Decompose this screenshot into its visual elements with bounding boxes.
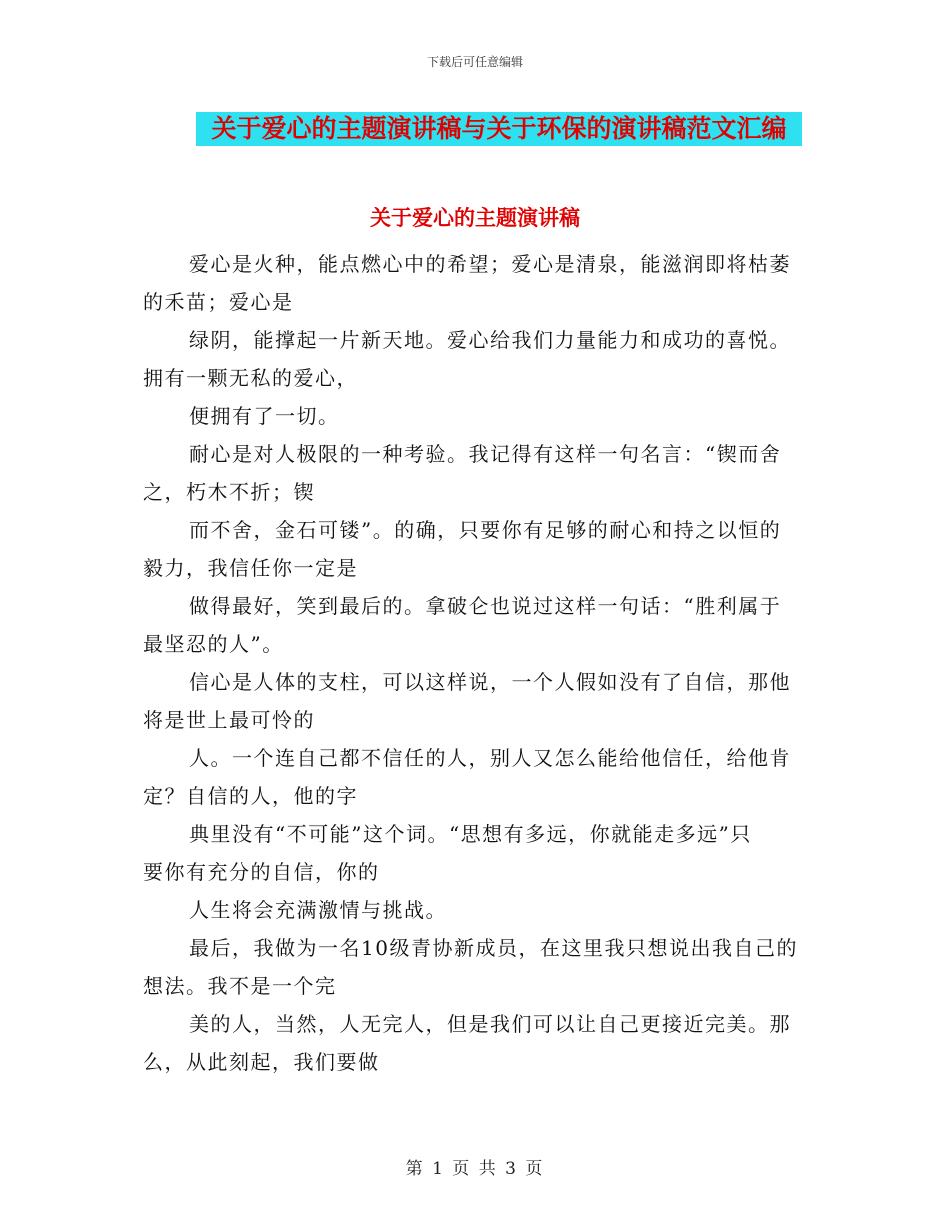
paragraph-line: 便拥有了一切。 — [189, 404, 340, 428]
paragraph-line: 做得最好，笑到最后的。拿破仑也说过这样一句话：“胜利属于 — [189, 594, 782, 618]
paragraph-line: 的禾苗；爱心是 — [143, 290, 294, 314]
paragraph-line: 绿阴，能撑起一片新天地。爱心给我们力量能力和成功的喜悦。 — [189, 328, 791, 352]
paragraph-line: 信心是人体的支柱，可以这样说，一个人假如没有了自信，那他 — [189, 670, 791, 694]
document-title: 关于爱心的主题演讲稿与关于环保的演讲稿范文汇编 — [196, 112, 802, 146]
paragraph-line: 最坚忍的人”。 — [143, 632, 284, 656]
document-body — [143, 245, 808, 1081]
page-footer: 第 1 页 共 3 页 — [405, 1159, 545, 1179]
paragraph-line: 最后，我做为一名10级青协新成员，在这里我只想说出我自己的 — [189, 936, 798, 960]
paragraph-line: 美的人，当然，人无完人，但是我们可以让自己更接近完美。那 — [189, 1012, 791, 1036]
section-title: 关于爱心的主题演讲稿 — [370, 206, 580, 230]
paragraph-line: 爱心是火种，能点燃心中的希望；爱心是清泉，能滋润即将枯萎 — [189, 252, 791, 276]
paragraph-line: 人生将会充满激情与挑战。 — [189, 898, 447, 922]
paragraph-line: 典里没有“不可能”这个词。“思想有多远，你就能走多远”只 — [189, 822, 752, 846]
paragraph-line: 毅力，我信任你一定是 — [143, 556, 358, 580]
paragraph-line: 而不舍，金石可镂”。的确，只要你有足够的耐心和持之以恒的 — [189, 518, 782, 542]
paragraph-line: 耐心是对人极限的一种考验。我记得有这样一句名言：“锲而舍 — [189, 442, 782, 466]
paragraph-line: 想法。我不是一个完 — [143, 974, 337, 998]
paragraph-line: 么，从此刻起，我们要做 — [143, 1050, 380, 1074]
paragraph-line: 之，朽木不折；锲 — [143, 480, 315, 504]
paragraph-line: 将是世上最可怜的 — [143, 708, 315, 732]
paragraph-line: 拥有一颗无私的爱心， — [143, 366, 358, 390]
paragraph-line: 定？自信的人，他的字 — [143, 784, 358, 808]
paragraph-line: 人。一个连自己都不信任的人，别人又怎么能给他信任，给他肯 — [189, 746, 791, 770]
paragraph-line: 要你有充分的自信，你的 — [143, 860, 380, 884]
header-note: 下载后可任意编辑 — [426, 55, 523, 69]
